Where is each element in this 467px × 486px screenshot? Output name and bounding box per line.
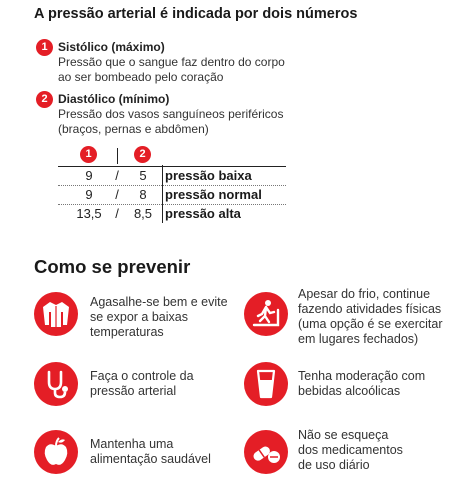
tip-exercise-line: fazendo atividades físicas: [298, 302, 442, 316]
tip-exercise-line: em lugares fechados): [298, 332, 419, 346]
table-row-1-separator: /: [115, 168, 119, 183]
table-row-1-diastolic: 5: [139, 168, 147, 183]
tip-alcohol-line: Tenha moderação com: [298, 369, 426, 383]
pills-icon: [244, 430, 288, 474]
infographic-title: A pressão arterial é indicada por dois números: [34, 6, 358, 22]
tip-healthy-food-line: alimentação saudável: [90, 452, 211, 466]
tip-exercise: [298, 287, 443, 347]
diastolic-description-line-2: (braços, pernas e abdômen): [58, 122, 209, 136]
tip-healthy-food-line: Mantenha uma: [90, 437, 174, 451]
table-row-divider: [58, 204, 286, 205]
table-row-2-separator: /: [115, 187, 119, 202]
systolic-badge: 1: [36, 39, 53, 56]
tip-control-pressure: [90, 369, 194, 399]
table-row-3-label: pressão alta: [165, 206, 241, 221]
systolic-heading: Sistólico (máximo): [58, 40, 165, 54]
pressure-table: [58, 146, 288, 226]
tip-exercise-line: (uma opção é se exercitar: [298, 317, 443, 331]
table-row-2-systolic: 9: [85, 187, 93, 202]
table-header-divider: [117, 148, 118, 164]
table-row-3-systolic: 13,5: [76, 206, 102, 221]
tip-jacket-line: se expor a baixas: [90, 310, 188, 324]
diastolic-description-line-1: Pressão dos vasos sanguíneos periféricos: [58, 107, 284, 121]
tip-exercise-line: Apesar do frio, continue: [298, 287, 431, 301]
treadmill-runner-icon: [244, 292, 288, 336]
table-row-1-systolic: 9: [85, 168, 93, 183]
apple-icon: [34, 430, 78, 474]
tip-medication-line: Não se esqueça: [298, 428, 389, 442]
tip-medication: [298, 428, 403, 473]
table-row-3-separator: /: [115, 206, 119, 221]
tip-healthy-food: [90, 437, 211, 467]
tip-alcohol: [298, 369, 425, 399]
glass-icon: [244, 362, 288, 406]
tip-control-pressure-line: pressão arterial: [90, 384, 177, 398]
tip-medication-line: de uso diário: [298, 458, 370, 472]
tip-jacket: [90, 295, 228, 340]
table-header-rule: [58, 166, 286, 167]
jacket-icon: [34, 292, 78, 336]
systolic-description-line-1: Pressão que o sangue faz dentro do corpo: [58, 55, 285, 69]
tip-medication-line: dos medicamentos: [298, 443, 403, 457]
table-row-3-diastolic: 8,5: [133, 206, 153, 221]
table-label-divider: [162, 165, 163, 223]
stethoscope-icon: [34, 362, 78, 406]
table-header-diastolic-badge: 2: [134, 146, 151, 163]
tip-jacket-line: temperaturas: [90, 325, 164, 339]
systolic-description-line-2: ao ser bombeado pelo coração: [58, 70, 224, 84]
table-header-systolic-badge: 1: [80, 146, 97, 163]
prevention-title: Como se prevenir: [34, 256, 191, 277]
tip-control-pressure-line: Faça o controle da: [90, 369, 194, 383]
table-row-divider: [58, 185, 286, 186]
diastolic-badge: 2: [36, 91, 53, 108]
table-row-1-label: pressão baixa: [165, 168, 252, 183]
tip-jacket-line: Agasalhe-se bem e evite: [90, 295, 228, 309]
diastolic-heading: Diastólico (mínimo): [58, 92, 170, 106]
table-row-2-diastolic: 8: [139, 187, 147, 202]
table-row-2-label: pressão normal: [165, 187, 262, 202]
tip-alcohol-line: bebidas alcoólicas: [298, 384, 401, 398]
